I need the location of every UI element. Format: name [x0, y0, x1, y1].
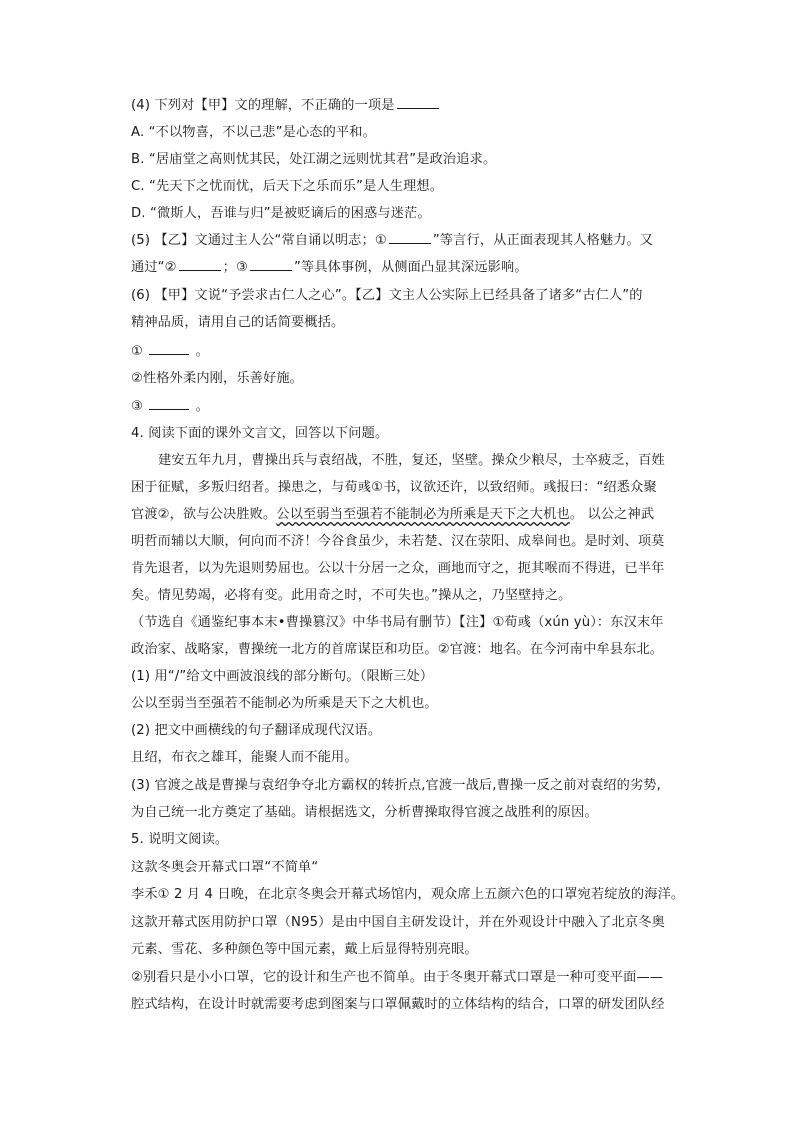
q4-option-c: C. “先天下之忧而忧，后天下之乐而乐”是人生理想。: [131, 179, 444, 194]
answer-blank: [250, 258, 292, 271]
q5-line-1: (5) 【乙】文通过主人公“常自诵以明志；① ”等言行，从正面表现其人格魅力。又: [131, 233, 654, 248]
wavy-underlined-sentence: 公以至弱当至强若不能制必为所乘是天下之大机也: [276, 507, 570, 522]
article-line-5: 腔式结构，在设计时就需要考虑到图案与口罩佩戴时的立体结构的结合，口罩的研发团队经: [131, 997, 665, 1012]
article-line-3: 元素、雪花、多种颜色等中国元素，戴上后显得特别亮眼。: [131, 942, 478, 957]
sec4-question-3-line-1: (3) 官渡之战是曹操与袁绍争夺北方霸权的转折点,官渡一战后,曹操一反之前对袁绍的劣势,: [131, 778, 661, 793]
sec4-question-1: (1) 用“/”给文中画波浪线的部分断句。（限断三处）: [131, 669, 434, 684]
q6-answer-2: ②性格外柔内刚，乐善好施。: [131, 371, 304, 386]
q6-answer-3: ③ 。: [131, 399, 210, 414]
q6-answer-1: ① 。: [131, 344, 210, 359]
passage-line-6: 矣。情见势竭，必将有变。此用奇之时，不可失也。”操从之，乃坚壁持之。: [131, 588, 572, 603]
answer-blank: [149, 342, 189, 355]
article-title: 这款冬奥会开幕式口罩“不简单“: [131, 860, 319, 875]
sec4-question-3-line-2: 为自己统一北方奠定了基础。请根据选文，分析曹操取得官渡之战胜利的原因。: [131, 805, 598, 820]
section-4-heading: 4. 阅读下面的课外文言文，回答以下问题。: [131, 426, 389, 441]
sec4-question-2-text: 且绍，布衣之雄耳，能聚人而不能用。: [131, 750, 358, 765]
q4-option-a: A. “不以物喜，不以己悲”是心态的平和。: [131, 125, 376, 140]
passage-line-4: 明哲而辅以大顺，何向而不济！今谷食虽少，未若楚、汉在荥阳、成皋间也。是时刘、项莫: [131, 534, 665, 549]
passage-line-1: 建安五年九月，曹操出兵与袁绍战，不胜，复还，坚壁。操众少粮尽，士卒疲乏，百姓: [158, 453, 665, 468]
article-line-4: ②别看只是小小口罩，它的设计和生产也不简单。由于冬奥开幕式口罩是一种可变平面——: [131, 970, 664, 985]
answer-blank: [389, 231, 431, 244]
sec4-question-1-text: 公以至弱当至强若不能制必为所乘是天下之大机也。: [131, 696, 438, 711]
answer-blank: [179, 258, 221, 271]
q5-line-2: 通过“② ；③ ”等具体事例，从侧面凸显其深远影响。: [131, 260, 528, 275]
passage-source: （节选自《通鉴纪事本末•曹操篡汉》中华书局有删节）【注】①荀彧（xún yù）：东汉末年: [131, 615, 664, 630]
q6-line-2: 精神品质，请用自己的话简要概括。: [131, 315, 345, 330]
q6-line-1: (6) 【甲】文说“予尝求古仁人之心”。【乙】文主人公实际上已经具备了诸多“古仁人”的: [131, 288, 643, 303]
article-line-2: 这款开幕式医用防护口罩（N95）是由中国自主研发设计，并在外观设计中融入了北京冬奥: [131, 915, 665, 930]
passage-line-2: 困于征赋，多叛归绍者。操患之，与荀彧①书，议欲还许，以致绍师。彧报曰：“绍悉众聚: [131, 480, 657, 495]
q4-option-b: B. “居庙堂之高则忧其民，处江湖之远则忧其君”是政治追求。: [131, 152, 497, 167]
q4-option-d: D. “微斯人，吾谁与归”是被贬谪后的困惑与迷茫。: [131, 206, 431, 221]
answer-blank: [397, 96, 439, 109]
sec4-question-2: (2) 把文中画横线的句子翻译成现代汉语。: [131, 723, 382, 738]
passage-line-3: 官渡②，欲与公决胜败。公以至弱当至强若不能制必为所乘是天下之大机也。 以公之神武: [131, 507, 655, 522]
passage-line-5: 肯先退者，以为先退则势屈也。公以十分居一之众，画地而守之，扼其喉而不得进，已半年: [131, 561, 665, 576]
answer-blank: [149, 397, 189, 410]
q4-stem: (4) 下列对【甲】文的理解，不正确的一项是: [131, 96, 441, 116]
article-line-1: 李禾① 2 月 4 日晚，在北京冬奥会开幕式场馆内，观众席上五颜六色的口罩宛若绽放的海洋。: [131, 887, 685, 902]
passage-note: 政治家、战略家，曹操统一北方的首席谋臣和功臣。②官渡：地名。在今河南中牟县东北。: [131, 642, 664, 657]
section-5-heading: 5. 说明文阅读。: [131, 832, 229, 847]
